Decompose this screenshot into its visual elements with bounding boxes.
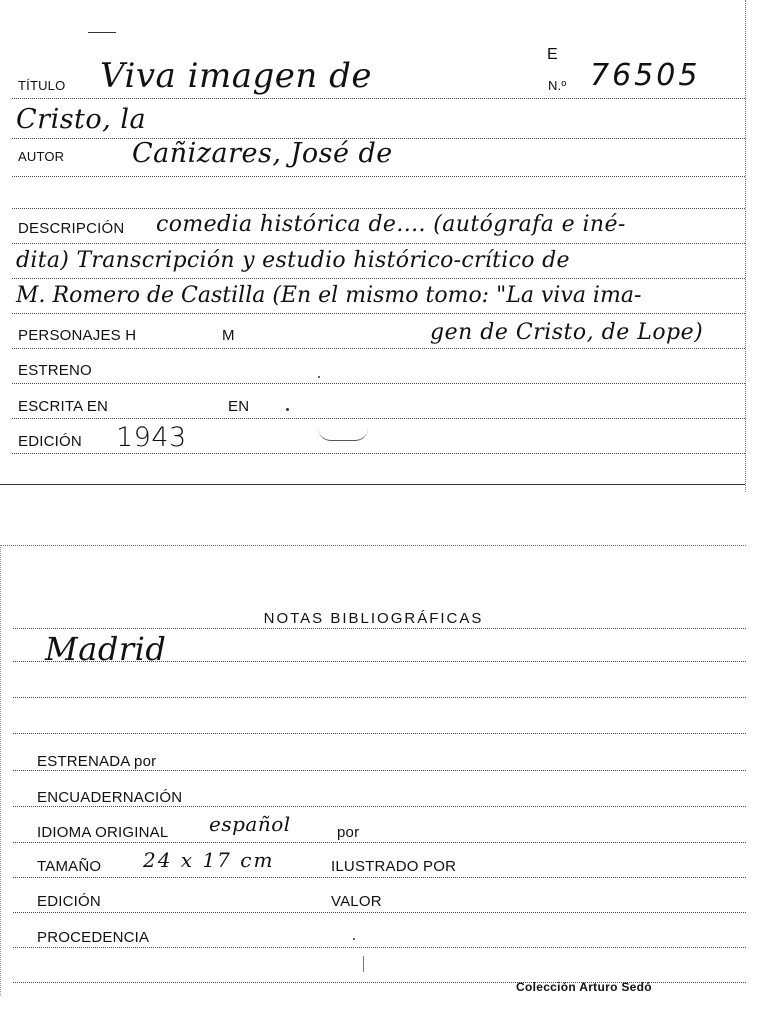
rule-line <box>13 733 746 734</box>
idioma-original-value: español <box>209 812 291 836</box>
label-autor: AUTOR <box>18 149 65 164</box>
rule-line <box>13 697 746 698</box>
descripcion-line1: comedia histórica de.... (autógrafa e iné- <box>156 212 626 237</box>
rule-line <box>12 313 745 314</box>
label-descripcion: DESCRIPCIÓN <box>18 220 125 237</box>
rule-line <box>13 877 746 878</box>
label-idioma-original: IDIOMA ORIGINAL <box>37 824 169 841</box>
rule-line <box>13 628 746 629</box>
label-encuadernacion: ENCUADERNACIÓN <box>37 789 183 806</box>
label-idioma-por: por <box>337 824 360 841</box>
rule-line <box>12 98 745 99</box>
label-personajes-h: PERSONAJES H <box>18 327 137 344</box>
rule-line <box>12 383 745 384</box>
card-bottom-edge <box>0 484 745 485</box>
rule-line <box>13 806 746 807</box>
rule-line <box>13 912 746 913</box>
label-personajes-m: M <box>222 327 235 344</box>
rule-line <box>12 208 745 209</box>
label-edicion: EDICIÓN <box>37 893 101 910</box>
rule-line <box>13 947 746 948</box>
label-en: EN <box>228 398 250 415</box>
rule-line <box>12 418 745 419</box>
numero-prefix: E <box>547 46 558 63</box>
descripcion-line3: M. Romero de Castilla (En el mismo tomo: "La viva ima- <box>16 283 642 308</box>
titulo-line1: Viva imagen de <box>100 56 372 96</box>
label-valor: VALOR <box>331 893 382 910</box>
label-numero: N.º <box>548 78 567 93</box>
label-tamano: TAMAÑO <box>37 858 102 875</box>
rule-line <box>13 842 746 843</box>
rule-line <box>12 453 745 454</box>
label-estreno: ESTRENO <box>18 362 92 379</box>
titulo-line2: Cristo, la <box>16 104 147 135</box>
collection-footer: Colección Arturo Sedó <box>516 980 652 994</box>
notas-heading: NOTAS BIBLIOGRÁFICAS <box>263 610 484 627</box>
label-escrita-en: ESCRITA EN <box>18 398 109 415</box>
descripcion-line2: dita) Transcripción y estudio histórico-crítico de <box>16 248 570 273</box>
pen-mark <box>88 32 116 33</box>
speck <box>318 376 320 378</box>
label-estrenada-por: ESTRENADA por <box>37 753 157 770</box>
label-titulo: TÍTULO <box>18 78 66 93</box>
label-procedencia: PROCEDENCIA <box>37 929 150 946</box>
rule-line <box>12 348 745 349</box>
autor-value: Cañizares, José de <box>132 138 393 169</box>
pen-mark <box>363 956 366 972</box>
label-edicion: EDICIÓN <box>18 433 82 450</box>
notes-card <box>0 545 746 996</box>
speck <box>286 408 289 411</box>
registro-numero: 76505 <box>590 58 701 93</box>
rule-line <box>12 243 745 244</box>
rule-line <box>12 176 745 177</box>
descripcion-line4: gen de Cristo, de Lope) <box>430 320 704 345</box>
rule-line <box>13 770 746 771</box>
notas-value: Madrid <box>45 630 167 668</box>
speck <box>353 938 355 940</box>
rule-line <box>12 278 745 279</box>
edicion-value: 1943 <box>116 422 187 453</box>
pen-mark <box>318 428 368 441</box>
title-card <box>0 0 746 492</box>
label-ilustrado-por: ILUSTRADO POR <box>331 858 457 875</box>
tamano-value: 24 x 17 cm <box>143 848 275 872</box>
